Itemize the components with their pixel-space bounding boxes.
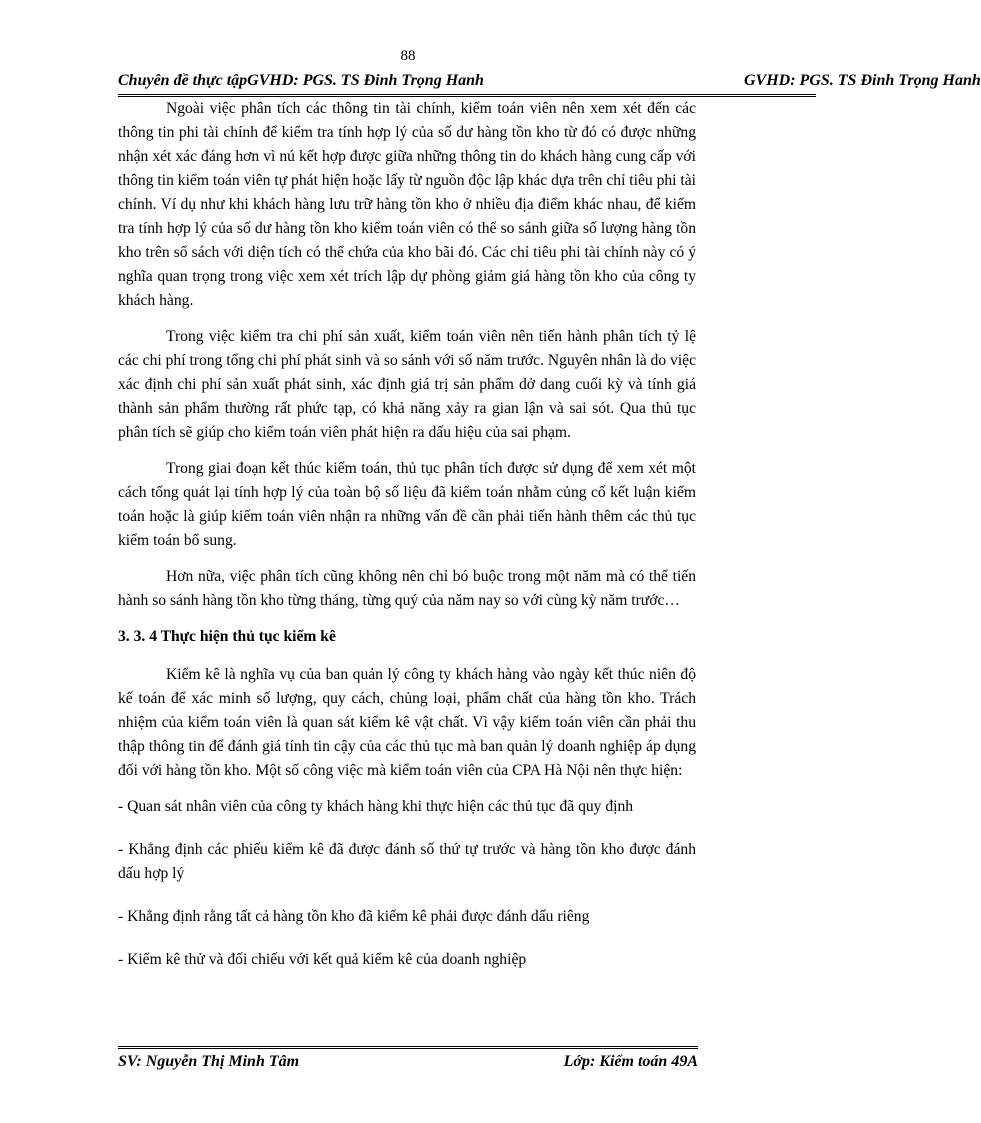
- page-header: [118, 70, 981, 97]
- header-supervisor: GVHD: PGS. TS Đinh Trọng Hanh: [744, 72, 981, 89]
- footer-class: Lớp: Kiểm toán 49A: [563, 1053, 698, 1070]
- page-footer: [118, 1046, 698, 1071]
- page-body: [118, 97, 696, 991]
- list-item: - Kiểm kê thử và đối chiếu với kết quả kiểm kê của doanh nghiệp: [118, 951, 527, 968]
- section-paragraph: Kiểm kê là nghĩa vụ của ban quản lý công ty khách hàng vào ngày kết thúc niên độ kế toán để xác minh số lượng, quy cách, chủng loại, phẩm chất của hàng tồn kho. Trách nhiệm của kiểm toán viên là quan sát kiểm kê vật chất. Vì vậy kiểm toán viên cần phải thu thập thông tin để đánh giá tính tin cậy của các thủ tục mà ban quản lý doanh nghiệp áp dụng đối với hàng tồn kho. Một số công việc mà kiểm toán viên của CPA Hà Nội nên thực hiện:: [118, 666, 696, 779]
- footer-student: SV: Nguyễn Thị Minh Tâm: [118, 1053, 300, 1070]
- list-item: - Khẳng định các phiếu kiểm kê đã được đánh số thứ tự trước và hàng tồn kho được đánh dấu hợp lý: [118, 841, 696, 882]
- list-item: - Khẳng định rằng tất cả hàng tồn kho đã kiểm kê phải được đánh dấu riêng: [118, 908, 590, 925]
- paragraph: Trong giai đoạn kết thúc kiểm toán, thủ tục phân tích được sử dụng để xem xét một cách tổng quát lại tính hợp lý của toàn bộ số liệu đã kiểm toán nhằm củng cố kết luận kiểm toán hoặc là giúp kiểm toán viên nhận ra những vấn đề cần phải tiến hành thêm các thủ tục kiểm toán bổ sung.: [118, 460, 696, 549]
- list-item: - Quan sát nhân viên của công ty khách hàng khi thực hiện các thủ tục đã quy định: [118, 798, 634, 815]
- section-heading: 3. 3. 4 Thực hiện thủ tục kiểm kê: [118, 628, 336, 645]
- paragraph: Ngoài việc phân tích các thông tin tài chính, kiểm toán viên nên xem xét đến các thông tin phi tài chính để kiểm tra tính hợp lý của số dư hàng tồn kho từ đó có được những nhận xét xác đáng hơn vì nú kết hợp được giữa những thông tin do khách hàng cung cấp với thông tin kiểm toán viên tự phát hiện hoặc lấy từ nguồn độc lập khác dựa trên chỉ tiêu phi tài chính. Ví dụ như khi khách hàng lưu trữ hàng tồn kho ở nhiều địa điểm khác nhau, để kiểm tra tính hợp lý của số dư hàng tồn kho kiểm toán viên có thể so sánh giữa số lượng hàng tồn kho trên sổ sách với diện tích có thể chứa của kho bãi đó. Các chỉ tiêu phi tài chính này có ý nghĩa quan trọng trong việc xem xét trích lập dự phòng giảm giá hàng tồn kho của công ty khách hàng.: [118, 100, 696, 309]
- header-title: Chuyên đề thực tậpGVHD: PGS. TS Đinh Trọng Hanh: [118, 72, 484, 89]
- paragraph: Hơn nữa, việc phân tích cũng không nên chỉ bó buộc trong một năm mà có thể tiến hành so sánh hàng tồn kho từng tháng, từng quý của năm nay so với cùng kỳ năm trước…: [118, 568, 696, 609]
- page-number: 88: [400, 48, 416, 64]
- paragraph: Trong việc kiểm tra chi phí sản xuất, kiểm toán viên nên tiến hành phân tích tỷ lệ các chi phí trong tổng chi phí phát sinh và so sánh với số năm trước. Nguyên nhân là do việc xác định chi phí sản xuất phát sinh, xác định giá trị sản phẩm dở dang cuối kỳ và tính giá thành sản phẩm thường rất phức tạp, có khả năng xảy ra gian lận và sai sót. Qua thủ tục phân tích sẽ giúp cho kiểm toán viên phát hiện ra dấu hiệu của sai phạm.: [118, 328, 696, 441]
